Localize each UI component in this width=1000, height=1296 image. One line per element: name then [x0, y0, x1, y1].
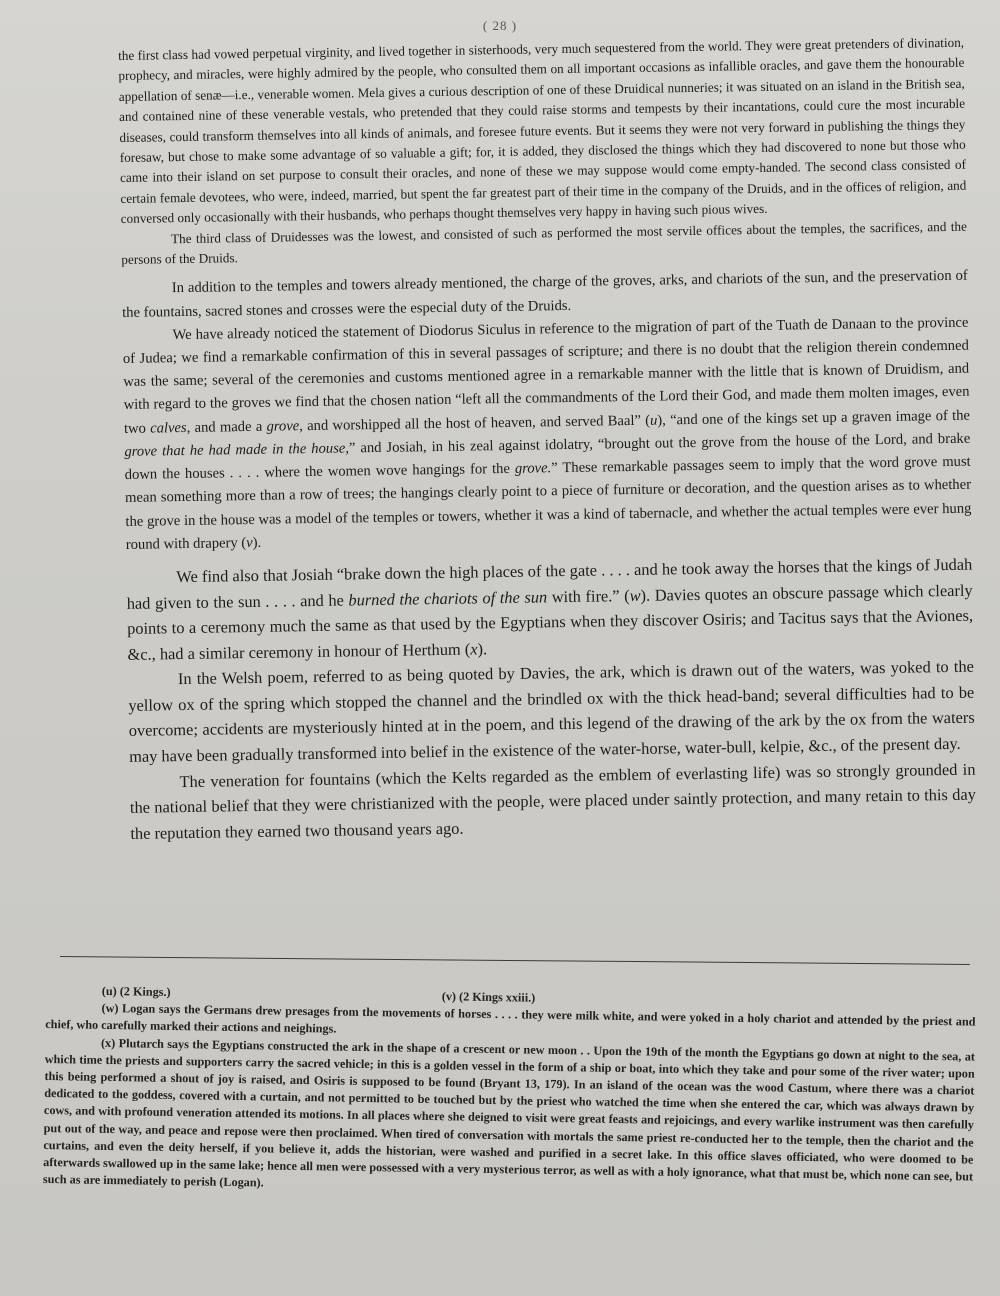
page-number: ( 28 ) [482, 18, 518, 33]
p4-text-c: and worshipped all the host of heaven, and served Baal” ( [302, 412, 651, 434]
p4-grove-1: grove, [266, 417, 303, 435]
p4-grove-2: grove that he had made in the house, [124, 440, 350, 460]
main-text [118, 33, 976, 847]
p5-text-d: ). [477, 638, 488, 659]
p4-text-a: We have already noticed the statement of Diodorus Siculus in reference to the migration of part of the Tuath de Danaan to the province of Judea; we find a remarkable confirmation of this in several passages of scripture; and there is no doubt that the religion therein condemned was the same; several of the ceremonies and customs mentioned agree in a remarkable manner with the little that is known of Druidism, and with regard to the groves we find that the chosen nation “left all the commandments of the Lord their God, and made them molten images, even two [122, 314, 970, 437]
p5-ref-x: x [470, 639, 478, 659]
p5-ref-w: w [629, 585, 641, 605]
footnote-u: (u) (2 Kings.) [101, 983, 171, 999]
paragraph-1: the first class had vowed perpetual virginity, and lived together in sisterhoods, very much sequestered from the world. They were great pretenders of divination, prophecy, and miracles, were highly admired by the people, who consulted them on all important occasions as infallible oracles, and gave them the honourable appellation of senæ—i.e., venerable women. Mela gives a curious description of one of these Druidical nunneries; it was situated on an island in the British sea, and contained nine of these venerable vestals, who pretended that they could raise storms and tempests by their incantations, could cure the most incurable diseases, could transform themselves into all kinds of animals, and foresee future events. But it seems they were not very forward in publishing the things they foresaw, but chose to make some advantage of so valuable a gift; for, it is added, they disclosed the things which they had discovered to none but those who came into their island on set purpose to consult their oracles, and none of these we may suppose would come empty-handed. The second class consisted of certain female devotees, who were, indeed, married, but spent the far greatest part of their time in the company of the Druids, and in the offices of religion, and conversed only occasionally with their husbands, who perhaps thought themselves very happy in having such pious wives. [118, 34, 967, 227]
p5-text-b: with fire.” ( [546, 585, 630, 606]
paragraph-2: The third class of Druidesses was the lowest, and consisted of such as performed the most servile offices about the temples, the sacrifices, and the persons of the Druids. [121, 218, 968, 268]
footnote-v: (v) (2 Kings xxiii.) [441, 989, 536, 1005]
p4-text-b: and made a [190, 418, 267, 436]
p4-ref-u: u [649, 412, 658, 429]
p4-text-f: ” These remarkable passages seem to imply that the word grove must mean something more than a row of trees; the hangings clearly point to a piece of furniture or decoration, and the question arises as to whether the grove in the house was a model of the temples or towers, whether it was a kind of tabernacle, and whether the actual temples were ever hung round with drapery ( [124, 453, 972, 553]
p5-burned-chariots: burned the chariots of the sun [348, 586, 548, 609]
p4-text-d: ), “and one of the kings set up a graven image of the [657, 407, 971, 429]
paragraph-3: In addition to the temples and towers already mentioned, the charge of the groves, arks, and chariots of the sun, and the preservation of the fountains, sacred stones and crosses were the especial duty of the Druids. [122, 268, 968, 321]
p4-text-g: ). [252, 534, 262, 551]
p4-calves: calves, [150, 419, 191, 437]
paragraph-5 [126, 552, 974, 668]
paragraph-4 [122, 312, 972, 557]
footnote-x: (x) Plutarch says the Egyptians constructed the ark in the shape of a crescent or new moon . . Upon the 19th of the month the Egyptians go down at night to the sea, at which time the priests and supporters carry the sacred vehicle; in this is a golden vessel in the form of a ship or boat, into which they take and pour some of the river water; upon this being performed a shout of joy is raised, and Osiris is supposed to be found (Bryant 13, 179). In an island of the ocean was the wood Castum, where there was a chariot dedicated to the goddess, covered with a curtain, and not permitted to be touched but by the priest who watched the time when she entered the car, which was always drawn by cows, and with profound veneration attended its motions. In all places where she deigned to visit were great feasts and rejoicings, and every warlike instrument was then carefully put out of the way, and peace and repose were then proclaimed. When tired of conversation with mortals the same priest re-conducted her to the temple, then the chariot and the curtains, and even the deity herself, if you believe it, adds the historian, were washed and purified in a secret lake. In this office slaves officiated, who were doomed to be afterwards swallowed up in the same lake; hence all men were possessed with a very mysterious terror, as well as with a holy ignorance, what that must be, which none can see, but such as are immediately to perish (Logan). [42, 1035, 976, 1190]
footnotes [43, 982, 976, 1203]
paragraph-7: The veneration for fountains (which the Kelts regarded as the emblem of everlasting life) was so strongly grounded in the national belief that they were christianized with the people, were placed under saintly protection, and many retain to this day the reputation they earned two thousand years ago. [129, 759, 977, 843]
paragraph-6: In the Welsh poem, referred to as being quoted by Davies, the ark, which is drawn out of the waters, was yoked to the yellow ox of the spring which stopped the channel and the brindled ox with the thick head-band; several difficulties had to be overcome; accidents are mysteriously hinted at in the poem, and this legend of the drawing of the ark by the ox from the waters may have been gradually transformed into belief in the existence of the water-horse, water-bull, kelpie, &c., of the present day. [128, 656, 975, 766]
p4-grove-3: grove. [514, 460, 552, 477]
p4-text-e: ” and Josiah, in his zeal against idolatry, “brought out the grove from the house of the Lord, and brake down the houses . . . . where the women wove hangings for the [124, 430, 971, 484]
p4-ref-v: v [246, 534, 253, 551]
footnote-w: (w) Logan says the Germans drew presages from the movements of horses . . . . they were milk white, and were yoked in a holy chariot and attended by the priest and chief, who carefully marked their actions and neighings. [45, 1001, 976, 1036]
p5-text-c: ). Davies quotes an obscure passage which clearly points to a ceremony much the same as that used by the Egyptians when they discover Osiris; and Tacitus says that the Aviones, &c., had a similar ceremony in honour of Herthum ( [127, 580, 974, 664]
p5-text-a: We find also that Josiah “brake down the high places of the gate . . . . and he took away the horses that the kings of Judah had given to the sun . . . . and he [126, 554, 973, 613]
footnote-divider [60, 956, 970, 965]
